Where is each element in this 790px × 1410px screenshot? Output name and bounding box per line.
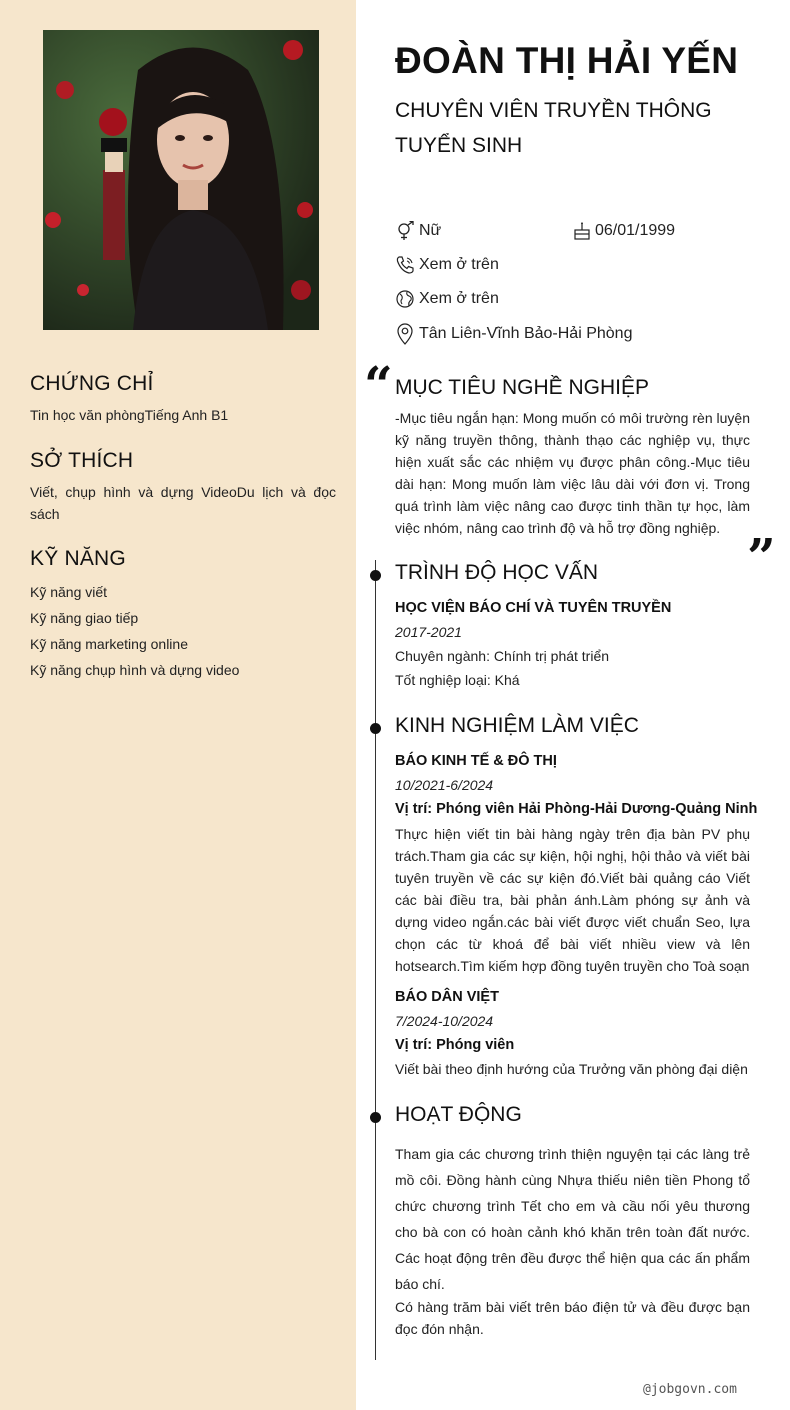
skill-item: Kỹ năng viết: [30, 584, 108, 600]
gender-value: Nữ: [419, 222, 442, 239]
profile-photo: [43, 30, 319, 330]
job-org: BÁO DÂN VIỆT: [395, 989, 499, 1005]
school-name: HỌC VIỆN BÁO CHÍ VÀ TUYÊN TRUYỀN: [395, 600, 672, 616]
education-period: 2017-2021: [395, 624, 462, 640]
skills-title: KỸ NĂNG: [30, 547, 126, 570]
skill-item: Kỹ năng chụp hình và dựng video: [30, 662, 240, 678]
skill-item: Kỹ năng giao tiếp: [30, 610, 139, 626]
objective-title: MỤC TIÊU NGHỀ NGHIỆP: [395, 376, 649, 399]
timeline-dot: [370, 1112, 381, 1123]
activities-text: Tham gia các chương trình thiện nguyện tại các làng trẻ mồ côi. Đồng hành cùng Nhựa thiếu niên tiền Phong tổ chức chương trình Tết cho em và cầu nối yêu thương cho bà con có hoàn cảnh khó khăn trên toàn đất nước. Các hoạt động trên đều được thể hiện qua các ấn phẩm báo chí.: [395, 1146, 750, 1292]
open-quote-icon: “: [364, 355, 393, 414]
experience-title: KINH NGHIỆM LÀM VIỆC: [395, 714, 639, 737]
education-major: Chuyên ngành: Chính trị phát triển: [395, 648, 610, 664]
main-content: [356, 0, 790, 1410]
globe-icon: [395, 289, 415, 309]
job-description: Thực hiện viết tin bài hàng ngày trên địa bàn PV phụ trách.Tham gia các sự kiện, hội nghị, hội thảo và viết bài tuyên truyền về các sự kiện đó.Viết bài quảng cáo Viết các bài điều tra, bài phản ánh.Làm phóng sự ảnh và dựng video ngắn.các bài viết được viết chuẩn Seo, lựa chọn các từ khoá để bài viết nhiều view và lên hotsearch.Tìm kiếm hợp đồng tuyên truyền cho Toà soạn: [395, 826, 750, 974]
address-row: [395, 323, 632, 345]
sidebar: [0, 0, 356, 1410]
skills-section: [30, 547, 336, 683]
watermark: @jobgovn.com: [643, 1382, 737, 1397]
address-value: Tân Liên-Vĩnh Bảo-Hải Phòng: [419, 325, 633, 342]
job-org: BÁO KINH TẾ & ĐÔ THỊ: [395, 753, 557, 769]
job-title: CHUYÊN VIÊN TRUYỀN THÔNG TUYỂN SINH: [395, 99, 712, 157]
certificates-text: Tin học văn phòngTiếng Anh B1: [30, 407, 229, 423]
education-grade: Tốt nghiệp loại: Khá: [395, 672, 520, 688]
hobbies-section: [30, 449, 336, 525]
certificates-title: CHỨNG CHỈ: [30, 372, 154, 395]
timeline-dot: [370, 570, 381, 581]
certificates-section: [30, 372, 336, 426]
phone-icon: [395, 255, 415, 275]
location-pin-icon: [395, 323, 415, 345]
job-description: Viết bài theo định hướng của Trưởng văn phòng đại diện: [395, 1061, 748, 1077]
skill-item: Kỹ năng marketing online: [30, 636, 188, 652]
close-quote-icon: ”: [747, 527, 776, 586]
website-value: Xem ở trên: [419, 290, 499, 307]
job-role: Vị trí: Phóng viên Hải Phòng-Hải Dương-Quảng Ninh: [395, 801, 758, 817]
job-period: 7/2024-10/2024: [395, 1013, 494, 1029]
birthday-value: 06/01/1999: [595, 222, 676, 239]
activities-text-2: Có hàng trăm bài viết trên báo điện tử và đều được bạn đọc đón nhận.: [395, 1299, 750, 1337]
gender-icon: [395, 221, 415, 241]
education-title: TRÌNH ĐỘ HỌC VẤN: [395, 561, 599, 584]
phone-row: [395, 255, 499, 275]
timeline-line: [375, 560, 376, 1360]
hobbies-title: SỞ THÍCH: [30, 449, 134, 472]
timeline-dot: [370, 723, 381, 734]
phone-value: Xem ở trên: [419, 256, 499, 273]
activities-title: HOẠT ĐỘNG: [395, 1103, 522, 1126]
website-row: [395, 289, 499, 309]
objective-text: -Mục tiêu ngắn hạn: Mong muốn có môi trường rèn luyện kỹ năng truyền thông, thành thạo các nghiệp vụ, thực hiện xuất sắc các nhiệm vụ được phân công.-Mục tiêu dài hạn: Mong muốn làm việc lâu dài với đơn vị. Trong quá trình làm việc nâng cao được tinh thần tự học, làm việc nhóm, nâng cao trình độ và hỗ trợ đồng nghiệp.: [395, 410, 750, 536]
candidate-name: ĐOÀN THỊ HẢI YẾN: [395, 40, 739, 81]
gender-row: [395, 221, 441, 241]
birthday-cake-icon: [573, 221, 591, 241]
birthday-row: [573, 221, 675, 241]
job-period: 10/2021-6/2024: [395, 777, 494, 793]
hobbies-text: Viết, chụp hình và dựng VideoDu lịch và đọc sách: [30, 484, 336, 522]
job-role: Vị trí: Phóng viên: [395, 1037, 515, 1053]
